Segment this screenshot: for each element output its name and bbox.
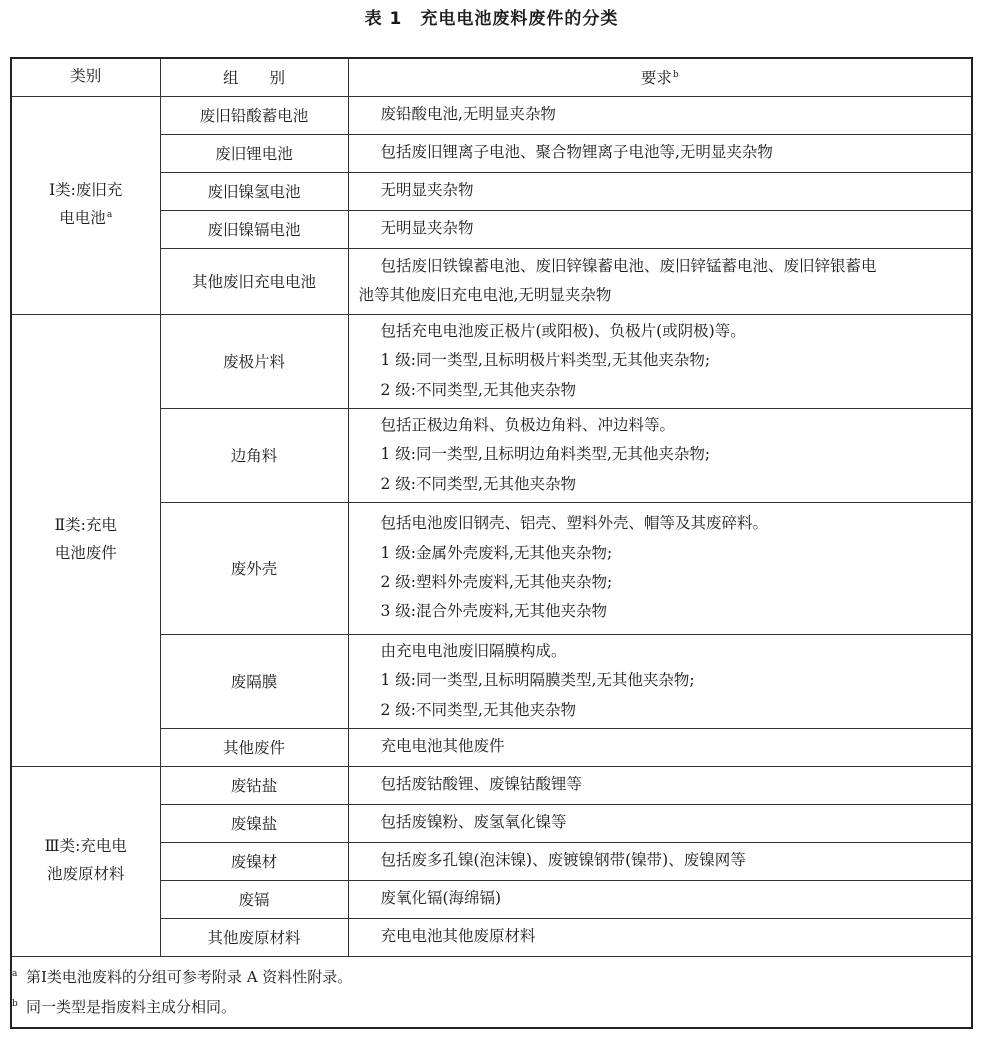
- requirement-line: 包括充电电池废正极片(或阳极)、负极片(或阴极)等。: [380, 321, 746, 340]
- group-cell: 废旧铅酸蓄电池: [160, 96, 348, 134]
- group-cell: 其他废件: [160, 728, 348, 766]
- notes-row: [11, 956, 972, 1028]
- requirement-line: 包括废旧铁镍蓄电池、废旧锌镍蓄电池、废旧锌锰蓄电池、废旧锌银蓄电: [380, 256, 877, 275]
- classification-table: [10, 57, 973, 1029]
- requirement-line: 1 级:金属外壳废料,无其他夹杂物;: [380, 543, 613, 562]
- category-cell: [11, 314, 160, 766]
- requirement-cell: [348, 502, 972, 634]
- requirement-line: 包括废多孔镍(泡沫镍)、废镀镍钢带(镍带)、废镍网等: [380, 851, 746, 870]
- requirement-cell: [348, 634, 972, 728]
- footnote-marker: b: [12, 998, 18, 1009]
- requirement-line: 1 级:同一类型,且标明极片料类型,无其他夹杂物;: [380, 351, 711, 370]
- category-line: [12, 861, 160, 889]
- requirement-line: 包括废镍粉、废氢氧化镍等: [380, 813, 567, 832]
- group-cell: 废旧镍镉电池: [160, 210, 348, 248]
- requirement-line: 2 级:塑料外壳废料,无其他夹杂物;: [380, 573, 613, 591]
- category-line-text: 池废原材料: [46, 865, 125, 883]
- requirement-line: 2 级:不同类型,无其他夹杂物: [380, 474, 576, 493]
- requirement-cell: [348, 842, 972, 880]
- category-cell: [11, 96, 160, 314]
- requirement-line: 3 级:混合外壳废料,无其他夹杂物: [380, 602, 607, 621]
- requirement-line: 2 级:不同类型,无其他夹杂物: [380, 380, 576, 399]
- requirement-line: 2 级:不同类型,无其他夹杂物: [380, 700, 576, 719]
- group-cell: 其他废旧充电电池: [160, 248, 348, 314]
- footnote-marker: a: [106, 209, 113, 220]
- footnote: [12, 992, 971, 1022]
- group-cell: 其他废原材料: [160, 918, 348, 956]
- requirement-line: 废氧化镉(海绵镉): [380, 889, 502, 908]
- requirement-cell: [348, 408, 972, 502]
- requirement-cell: [348, 766, 972, 804]
- requirement-line: 包括正极边角料、负极边角料、冲边料等。: [380, 415, 676, 434]
- footnote-text: 第Ⅰ类电池废料的分组可参考附录 A 资料性附录。: [26, 967, 353, 986]
- requirement-cell: [348, 134, 972, 172]
- table-row: [11, 314, 972, 408]
- header-group: 组 别: [160, 58, 348, 96]
- footnote-marker: a: [12, 968, 18, 979]
- footnote: [12, 962, 971, 992]
- group-cell: 废镍盐: [160, 804, 348, 842]
- group-cell: 废旧锂电池: [160, 134, 348, 172]
- table-row: [11, 96, 972, 134]
- table-row: [11, 766, 972, 804]
- requirement-line: 无明显夹杂物: [380, 219, 474, 238]
- group-cell: 废钴盐: [160, 766, 348, 804]
- requirement-cell: [348, 210, 972, 248]
- footnote-text: 同一类型是指废料主成分相同。: [26, 997, 237, 1016]
- requirement-cell: [348, 248, 972, 314]
- category-line: Ⅰ类:废旧充: [49, 181, 123, 200]
- header-row: [11, 58, 972, 96]
- footnotes: [11, 956, 972, 1028]
- requirement-cell: [348, 728, 972, 766]
- requirement-cell: [348, 314, 972, 408]
- requirement-line: 1 级:同一类型,且标明隔膜类型,无其他夹杂物;: [380, 671, 695, 690]
- requirement-line: 包括电池废旧钢壳、铝壳、塑料外壳、帽等及其废碎料。: [380, 514, 769, 533]
- requirement-cell: [348, 918, 972, 956]
- requirement-cell: [348, 804, 972, 842]
- requirement-line: 充电电池其他废原材料: [380, 927, 536, 946]
- category-line-text: 电池废件: [54, 544, 117, 562]
- category-line: [12, 205, 160, 233]
- group-cell: 废外壳: [160, 502, 348, 634]
- group-cell: 废极片料: [160, 314, 348, 408]
- category-line: Ⅱ类:充电: [54, 516, 117, 535]
- header-requirement-sup: b: [672, 70, 679, 81]
- category-line: Ⅲ类:充电电: [44, 837, 127, 856]
- category-line: [12, 540, 160, 568]
- requirement-line: 1 级:同一类型,且标明边角料类型,无其他夹杂物;: [380, 445, 711, 464]
- group-cell: 废镉: [160, 880, 348, 918]
- header-requirement: [348, 58, 972, 96]
- group-cell: 废旧镍氢电池: [160, 172, 348, 210]
- requirement-line: 废铅酸电池,无明显夹杂物: [380, 105, 556, 124]
- requirement-line: 无明显夹杂物: [380, 181, 474, 200]
- group-cell: 废镍材: [160, 842, 348, 880]
- requirement-line: 包括废旧锂离子电池、聚合物锂离子电池等,无明显夹杂物: [380, 143, 773, 162]
- header-category: 类别: [11, 58, 160, 96]
- requirement-line: 由充电电池废旧隔膜构成。: [380, 641, 567, 660]
- group-cell: 边角料: [160, 408, 348, 502]
- requirement-cell: [348, 96, 972, 134]
- header-requirement-label: 要求: [640, 69, 672, 88]
- requirement-cell: [348, 172, 972, 210]
- requirement-line: 充电电池其他废件: [380, 737, 505, 756]
- requirement-line: 包括废钴酸锂、废镍钴酸锂等: [380, 775, 583, 794]
- category-cell: [11, 766, 160, 956]
- category-line-text: 电电池: [59, 209, 106, 227]
- requirement-line: 池等其他废旧充电电池,无明显夹杂物: [358, 286, 612, 304]
- requirement-cell: [348, 880, 972, 918]
- group-cell: 废隔膜: [160, 634, 348, 728]
- table-title: 表 1 充电电池废料废件的分类: [364, 9, 619, 29]
